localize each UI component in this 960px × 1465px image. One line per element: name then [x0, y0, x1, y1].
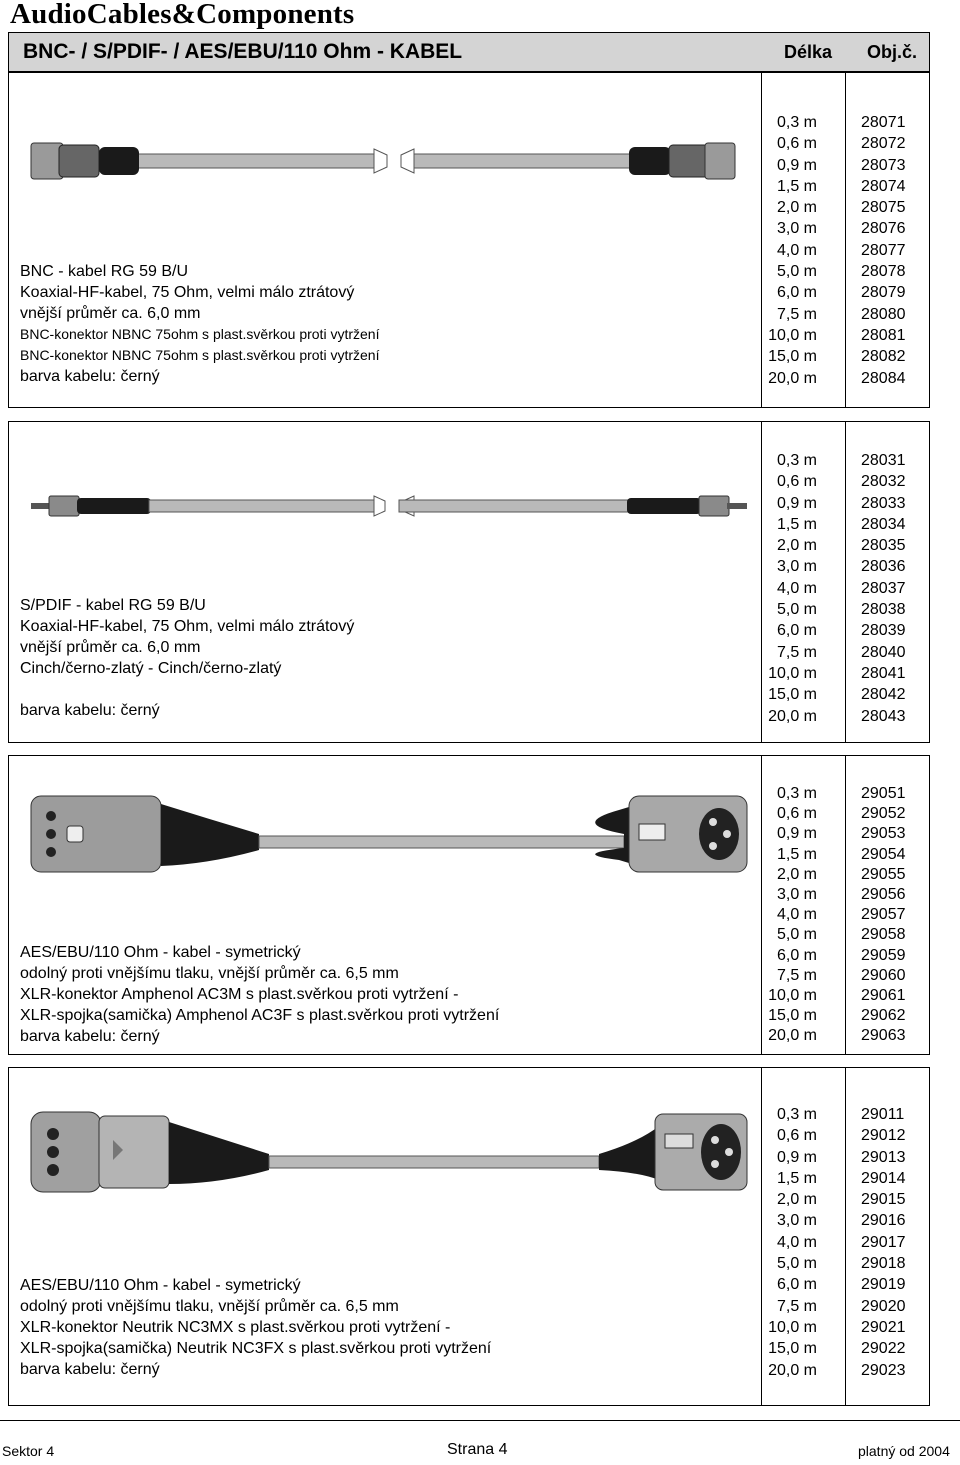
order-code: 28071 — [861, 114, 906, 131]
desc-line: AES/EBU/110 Ohm - kabel - symetrický — [20, 944, 301, 961]
length-value: 0,6 m — [776, 473, 817, 491]
order-code: 29020 — [861, 1297, 906, 1315]
length-column-header: Délka — [784, 42, 833, 62]
length-value: 10,0 m — [768, 986, 817, 1004]
order-code: 29062 — [861, 1007, 906, 1025]
length-value: 0,9 m — [776, 1148, 817, 1166]
desc-line: vnější průměr ca. 6,0 mm — [20, 305, 201, 322]
length-value: 1,5 m — [776, 1169, 817, 1187]
order-code: 28079 — [861, 284, 906, 302]
length-value: 0,9 m — [776, 825, 817, 843]
product-aes-ebu-amphenol — [8, 755, 930, 1055]
length-value: 2,0 m — [776, 537, 817, 555]
desc-line — [20, 679, 354, 700]
length-value: 3,0 m — [776, 220, 817, 238]
order-code: 29054 — [861, 845, 906, 863]
desc-line: XLR-konektor Amphenol AC3M s plast.svěrkou proti vytržení - — [20, 986, 459, 1003]
length-value: 3,0 m — [776, 885, 817, 903]
length-value: 7,5 m — [776, 1297, 817, 1315]
length-value: 0,6 m — [776, 805, 817, 823]
order-code: 28041 — [861, 664, 906, 682]
order-number-column-header: Obj.č. — [867, 42, 918, 62]
order-code: 29023 — [861, 1361, 906, 1379]
length-value: 0,3 m — [776, 452, 817, 469]
order-code: 28036 — [861, 558, 906, 576]
desc-line: vnější průměr ca. 6,0 mm — [20, 639, 201, 656]
desc-line: barva kabelu: černý — [20, 368, 160, 385]
length-value: 4,0 m — [776, 579, 817, 597]
length-value: 10,0 m — [768, 1318, 817, 1336]
desc-line: BNC-konektor NBNC 75ohm s plast.svěrkou proti vytržení — [20, 347, 380, 363]
order-code: 28077 — [861, 241, 906, 259]
order-code: 29012 — [861, 1127, 906, 1145]
footer-page-number: Strana 4 — [447, 1441, 508, 1458]
desc-line: odolný proti vnějšímu tlaku, vnější průměr ca. 6,5 mm — [20, 1298, 399, 1315]
order-code: 29051 — [861, 785, 906, 802]
desc-line: S/PDIF - kabel RG 59 B/U — [20, 597, 206, 614]
length-value: 3,0 m — [776, 558, 817, 576]
order-code: 28035 — [861, 537, 906, 555]
order-code: 29019 — [861, 1276, 906, 1294]
length-value: 15,0 m — [768, 686, 817, 704]
length-value: 2,0 m — [776, 199, 817, 217]
order-code: 28082 — [861, 348, 906, 366]
desc-line: AES/EBU/110 Ohm - kabel - symetrický — [20, 1277, 301, 1294]
desc-line: BNC-konektor NBNC 75ohm s plast.svěrkou proti vytržení — [20, 326, 380, 342]
order-code: 28037 — [861, 579, 906, 597]
length-value: 0,6 m — [776, 1127, 817, 1145]
order-code: 28038 — [861, 601, 906, 619]
length-value: 20,0 m — [768, 1361, 817, 1379]
length-value: 4,0 m — [776, 241, 817, 259]
length-value: 5,0 m — [776, 1255, 817, 1273]
order-code: 29014 — [861, 1169, 906, 1187]
order-code: 28084 — [861, 369, 906, 387]
desc-line: XLR-konektor Neutrik NC3MX s plast.svěrkou proti vytržení - — [20, 1319, 451, 1336]
length-value: 5,0 m — [776, 601, 817, 619]
length-value: 3,0 m — [776, 1212, 817, 1230]
order-code: 28076 — [861, 220, 906, 238]
order-code: 29055 — [861, 865, 906, 883]
order-code: 28075 — [861, 199, 906, 217]
desc-line: Koaxial-HF-kabel, 75 Ohm, velmi málo ztrátový — [20, 618, 355, 635]
order-code: 28039 — [861, 622, 906, 640]
order-code: 29058 — [861, 926, 906, 944]
order-code: 28078 — [861, 263, 906, 281]
order-code: 29018 — [861, 1255, 906, 1273]
length-value: 2,0 m — [776, 865, 817, 883]
length-value: 7,5 m — [776, 305, 817, 323]
length-value: 2,0 m — [776, 1191, 817, 1209]
length-value: 4,0 m — [776, 906, 817, 924]
order-code: 29022 — [861, 1340, 906, 1358]
order-code: 28032 — [861, 473, 906, 491]
length-value: 6,0 m — [776, 946, 817, 964]
length-value: 1,5 m — [776, 515, 817, 533]
length-value: 5,0 m — [776, 263, 817, 281]
page-title: BNC- / S/PDIF- / AES/EBU/110 Ohm - KABEL — [23, 40, 463, 63]
length-value: 1,5 m — [776, 177, 817, 195]
order-code: 29015 — [861, 1191, 906, 1209]
order-code: 29016 — [861, 1212, 906, 1230]
desc-line: XLR-spojka(samička) Neutrik NC3FX s plast.svěrkou proti vytržení — [20, 1340, 492, 1357]
order-code: 29021 — [861, 1318, 906, 1336]
order-code: 29011 — [861, 1106, 905, 1123]
order-code: 29057 — [861, 906, 906, 924]
length-value: 4,0 m — [776, 1233, 817, 1251]
length-value: 0,3 m — [776, 114, 817, 131]
desc-line: XLR-spojka(samička) Amphenol AC3F s plast.svěrkou proti vytržení — [20, 1007, 500, 1024]
xlr-amphenol-cable-image — [19, 774, 759, 904]
desc-line: Cinch/černo-zlatý - Cinch/černo-zlatý — [20, 660, 282, 677]
length-value: 20,0 m — [768, 1027, 817, 1045]
desc-line: barva kabelu: černý — [20, 1361, 160, 1378]
order-code: 29052 — [861, 805, 906, 823]
order-code: 28033 — [861, 494, 906, 512]
xlr-neutrik-cable-image — [19, 1088, 759, 1218]
bnc-cable-image — [19, 113, 759, 213]
length-value: 0,9 m — [776, 156, 817, 174]
order-code: 29060 — [861, 966, 906, 984]
length-value: 7,5 m — [776, 966, 817, 984]
product-spdif — [8, 421, 930, 743]
page-footer — [0, 1420, 960, 1465]
order-code: 28043 — [861, 707, 906, 725]
length-value: 15,0 m — [768, 1340, 817, 1358]
order-code: 29059 — [861, 946, 906, 964]
length-value: 0,3 m — [776, 785, 817, 802]
order-code: 29013 — [861, 1148, 906, 1166]
product-bnc — [8, 72, 930, 408]
product-aes-ebu-neutrik — [8, 1067, 930, 1406]
brand-title: AudioCables&Components — [10, 0, 355, 30]
footer-validity: platný od 2004 — [858, 1443, 950, 1459]
desc-line: barva kabelu: černý — [20, 1028, 160, 1045]
order-code: 28072 — [861, 135, 906, 153]
order-code: 28042 — [861, 686, 906, 704]
length-value: 0,6 m — [776, 135, 817, 153]
length-value: 10,0 m — [768, 326, 817, 344]
length-value: 20,0 m — [768, 707, 817, 725]
length-value: 7,5 m — [776, 643, 817, 661]
order-code: 28040 — [861, 643, 906, 661]
order-code: 29061 — [861, 986, 906, 1004]
order-code: 28073 — [861, 156, 906, 174]
length-value: 10,0 m — [768, 664, 817, 682]
length-value: 15,0 m — [768, 348, 817, 366]
desc-line: barva kabelu: černý — [20, 702, 160, 719]
desc-line: BNC - kabel RG 59 B/U — [20, 263, 189, 280]
length-value: 6,0 m — [776, 284, 817, 302]
order-code: 28080 — [861, 305, 906, 323]
length-value: 0,9 m — [776, 494, 817, 512]
length-value: 15,0 m — [768, 1007, 817, 1025]
rca-cable-image — [19, 472, 759, 542]
desc-line: Koaxial-HF-kabel, 75 Ohm, velmi málo ztrátový — [20, 284, 355, 301]
order-code: 28081 — [861, 326, 906, 344]
table-header — [8, 32, 930, 72]
length-value: 0,3 m — [776, 1106, 817, 1123]
order-code: 29017 — [861, 1233, 906, 1251]
order-code: 28074 — [861, 177, 906, 195]
order-code: 29053 — [861, 825, 906, 843]
order-code: 29063 — [861, 1027, 906, 1045]
length-value: 6,0 m — [776, 1276, 817, 1294]
length-value: 1,5 m — [776, 845, 817, 863]
desc-line: odolný proti vnějšímu tlaku, vnější průměr ca. 6,5 mm — [20, 965, 399, 982]
length-value: 20,0 m — [768, 369, 817, 387]
footer-sector: Sektor 4 — [2, 1443, 55, 1459]
length-value: 6,0 m — [776, 622, 817, 640]
length-value: 5,0 m — [776, 926, 817, 944]
order-code: 28031 — [861, 452, 906, 469]
order-code: 28034 — [861, 515, 906, 533]
order-code: 29056 — [861, 885, 906, 903]
